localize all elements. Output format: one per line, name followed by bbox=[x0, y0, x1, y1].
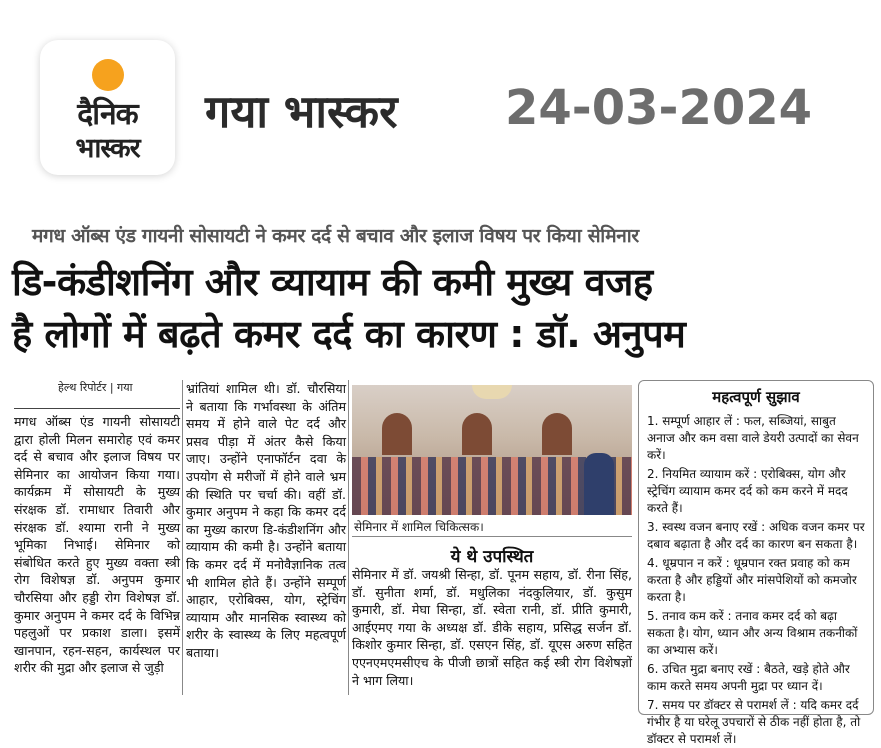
article-column-1: मगध ऑब्स एंड गायनी सोसायटी द्वारा होली मिलन समारोह एवं कमर दर्द से बचाव और इलाज विषय पर सेमिनार का आयोजन किया गया। कार्यक्रम में सोसायटी के मुख्य संरक्षक डॉ. रामाधार तिवारी और संरक्षक डॉ. श्यामा रानी ने मुख्य भूमिका निभाई। सेमिनार को संबोधित करते हुए मुख्य वक्ता स्त्री रोग विशेषज्ञ डॉ. अनुपम कुमार चौरसिया और हड्डी रोग विशेषज्ञ डॉ. कुमार अनुपम ने कमर दर्द के विभिन्न पहलुओं पर प्रकाश डाला। इसमें खानपान, रहन-सहन, कार्यस्थल पर शरीर की मुद्रा और इलाज से जुड़ी bbox=[14, 408, 180, 677]
tip-item: 6. उचित मुद्रा बनाए रखें : बैठते, खड़े होते और काम करते समय अपनी मुद्रा पर ध्यान दें। bbox=[647, 662, 850, 693]
logo-sun-icon bbox=[92, 59, 124, 91]
photo-speaker bbox=[584, 453, 614, 515]
tip-item: 1. सम्पूर्ण आहार लें : फल, सब्जियां, साबुत अनाज और कम वसा वाले डेयरी उत्पादों का सेवन करें। bbox=[647, 414, 859, 462]
attendees-text: सेमिनार में डॉ. जयश्री सिन्हा, डॉ. पूनम सहाय, डॉ. रीना सिंह, डॉ. सुनीता शर्मा, डॉ. मधुलिका नंदकुलियार, डॉ. कुसुम कुमारी, डॉ. मेघा सिन्हा, डॉ. स्वेता रानी, डॉ. प्रीति कुमारी, आईएमए गया के अध्यक्ष डॉ. डीके सहाय, प्रसिद्ध सर्जन डॉ. किशोर कुमार सिन्हा, डॉ. एसएन सिंह, डॉ. यूएस अरुण सहित एएनएमएमसीएच के पीजी छात्रों सहित कई स्त्री रोग विशेषज्ञों ने भाग लिया। bbox=[352, 567, 632, 688]
caption-divider bbox=[352, 536, 632, 537]
tip-item: 4. धूम्रपान न करें : धूम्रपान रक्त प्रवाह को कम करता है और हड्डियों और मांसपेशियों को कमजोर करता है। bbox=[647, 556, 857, 604]
tip-item: 7. समय पर डॉक्टर से परामर्श लें : यदि कमर दर्द गंभीर है या घरेलू उपचारों से ठीक नहीं होता है, तो डॉक्टर से परामर्श लें। bbox=[647, 698, 861, 746]
column-divider bbox=[348, 380, 349, 695]
tips-title: महत्वपूर्ण सुझाव bbox=[712, 388, 800, 406]
article-column-2: भ्रांतियां शामिल थी। डॉ. चौरसिया ने बताया कि गर्भावस्था के अंतिम समय में होने वाले पेट दर्द और प्रसव पीड़ा में अंतर कैसे किया जाए। उन्होंने एनाफॉर्टन दवा के उपयोग से मरीजों में होने वाले भ्रम की स्थिति पर चर्चा की। वहीं डॉ. कुमार अनुपम ने कहा कि कमर दर्द का मुख्य कारण डि-कंडीशनिंग और व्यायाम की कमी है। उन्होंने बताया कि कमर दर्द में मनोवैज्ञानिक तत्व भी शामिल होते हैं। उन्होंने सम्पूर्ण आहार, एरोबिक्स, योग, स्ट्रेचिंग व्यायाम और मानसिक स्वास्थ्य को शरीर के स्वास्थ्य के लिए महत्वपूर्ण बताया। bbox=[186, 381, 346, 660]
headline-line-2: है लोगों में बढ़ते कमर दर्द का कारण : डॉ. अनुपम bbox=[12, 312, 686, 356]
photo-chandelier bbox=[472, 385, 512, 399]
tips-box bbox=[638, 380, 874, 746]
article-headline bbox=[12, 256, 872, 360]
column-divider bbox=[182, 380, 183, 695]
edition-date: 24-03-2024 bbox=[505, 80, 813, 136]
dainik-bhaskar-logo bbox=[40, 40, 175, 175]
article-kicker: मगध ऑब्स एंड गायनी सोसायटी ने कमर दर्द से बचाव और इलाज विषय पर किया सेमिनार bbox=[32, 225, 639, 247]
edition-title: गया भास्कर bbox=[205, 85, 398, 138]
tip-item: 5. तनाव कम करें : तनाव कमर दर्द को बढ़ा सकता है। योग, ध्यान और अन्य विश्राम तकनीकों का अभ्यास करें। bbox=[647, 609, 858, 657]
byline: हेल्थ रिपोर्टर | गया bbox=[58, 381, 133, 394]
tip-item: 2. नियमित व्यायाम करें : एरोबिक्स, योग और स्ट्रेचिंग व्यायाम कमर दर्द को कम करने में मदद करते हैं। bbox=[647, 467, 848, 515]
photo-caption: सेमिनार में शामिल चिकित्सक। bbox=[354, 520, 484, 534]
seminar-photo bbox=[352, 385, 632, 515]
logo-text-dainik: दैनिक bbox=[77, 97, 138, 132]
headline-line-1: डि-कंडीशनिंग और व्यायाम की कमी मुख्य वजह bbox=[12, 260, 653, 304]
tip-item: 3. स्वस्थ वजन बनाए रखें : अधिक वजन कमर पर दबाव बढ़ाता है और दर्द का कारण बन सकता है। bbox=[647, 520, 865, 551]
photo-arch bbox=[382, 413, 412, 455]
attendees-heading: ये थे उपस्थित bbox=[450, 547, 534, 567]
photo-arch bbox=[462, 413, 492, 455]
logo-text-bhaskar: भास्कर bbox=[75, 133, 140, 164]
photo-arch bbox=[542, 413, 572, 455]
